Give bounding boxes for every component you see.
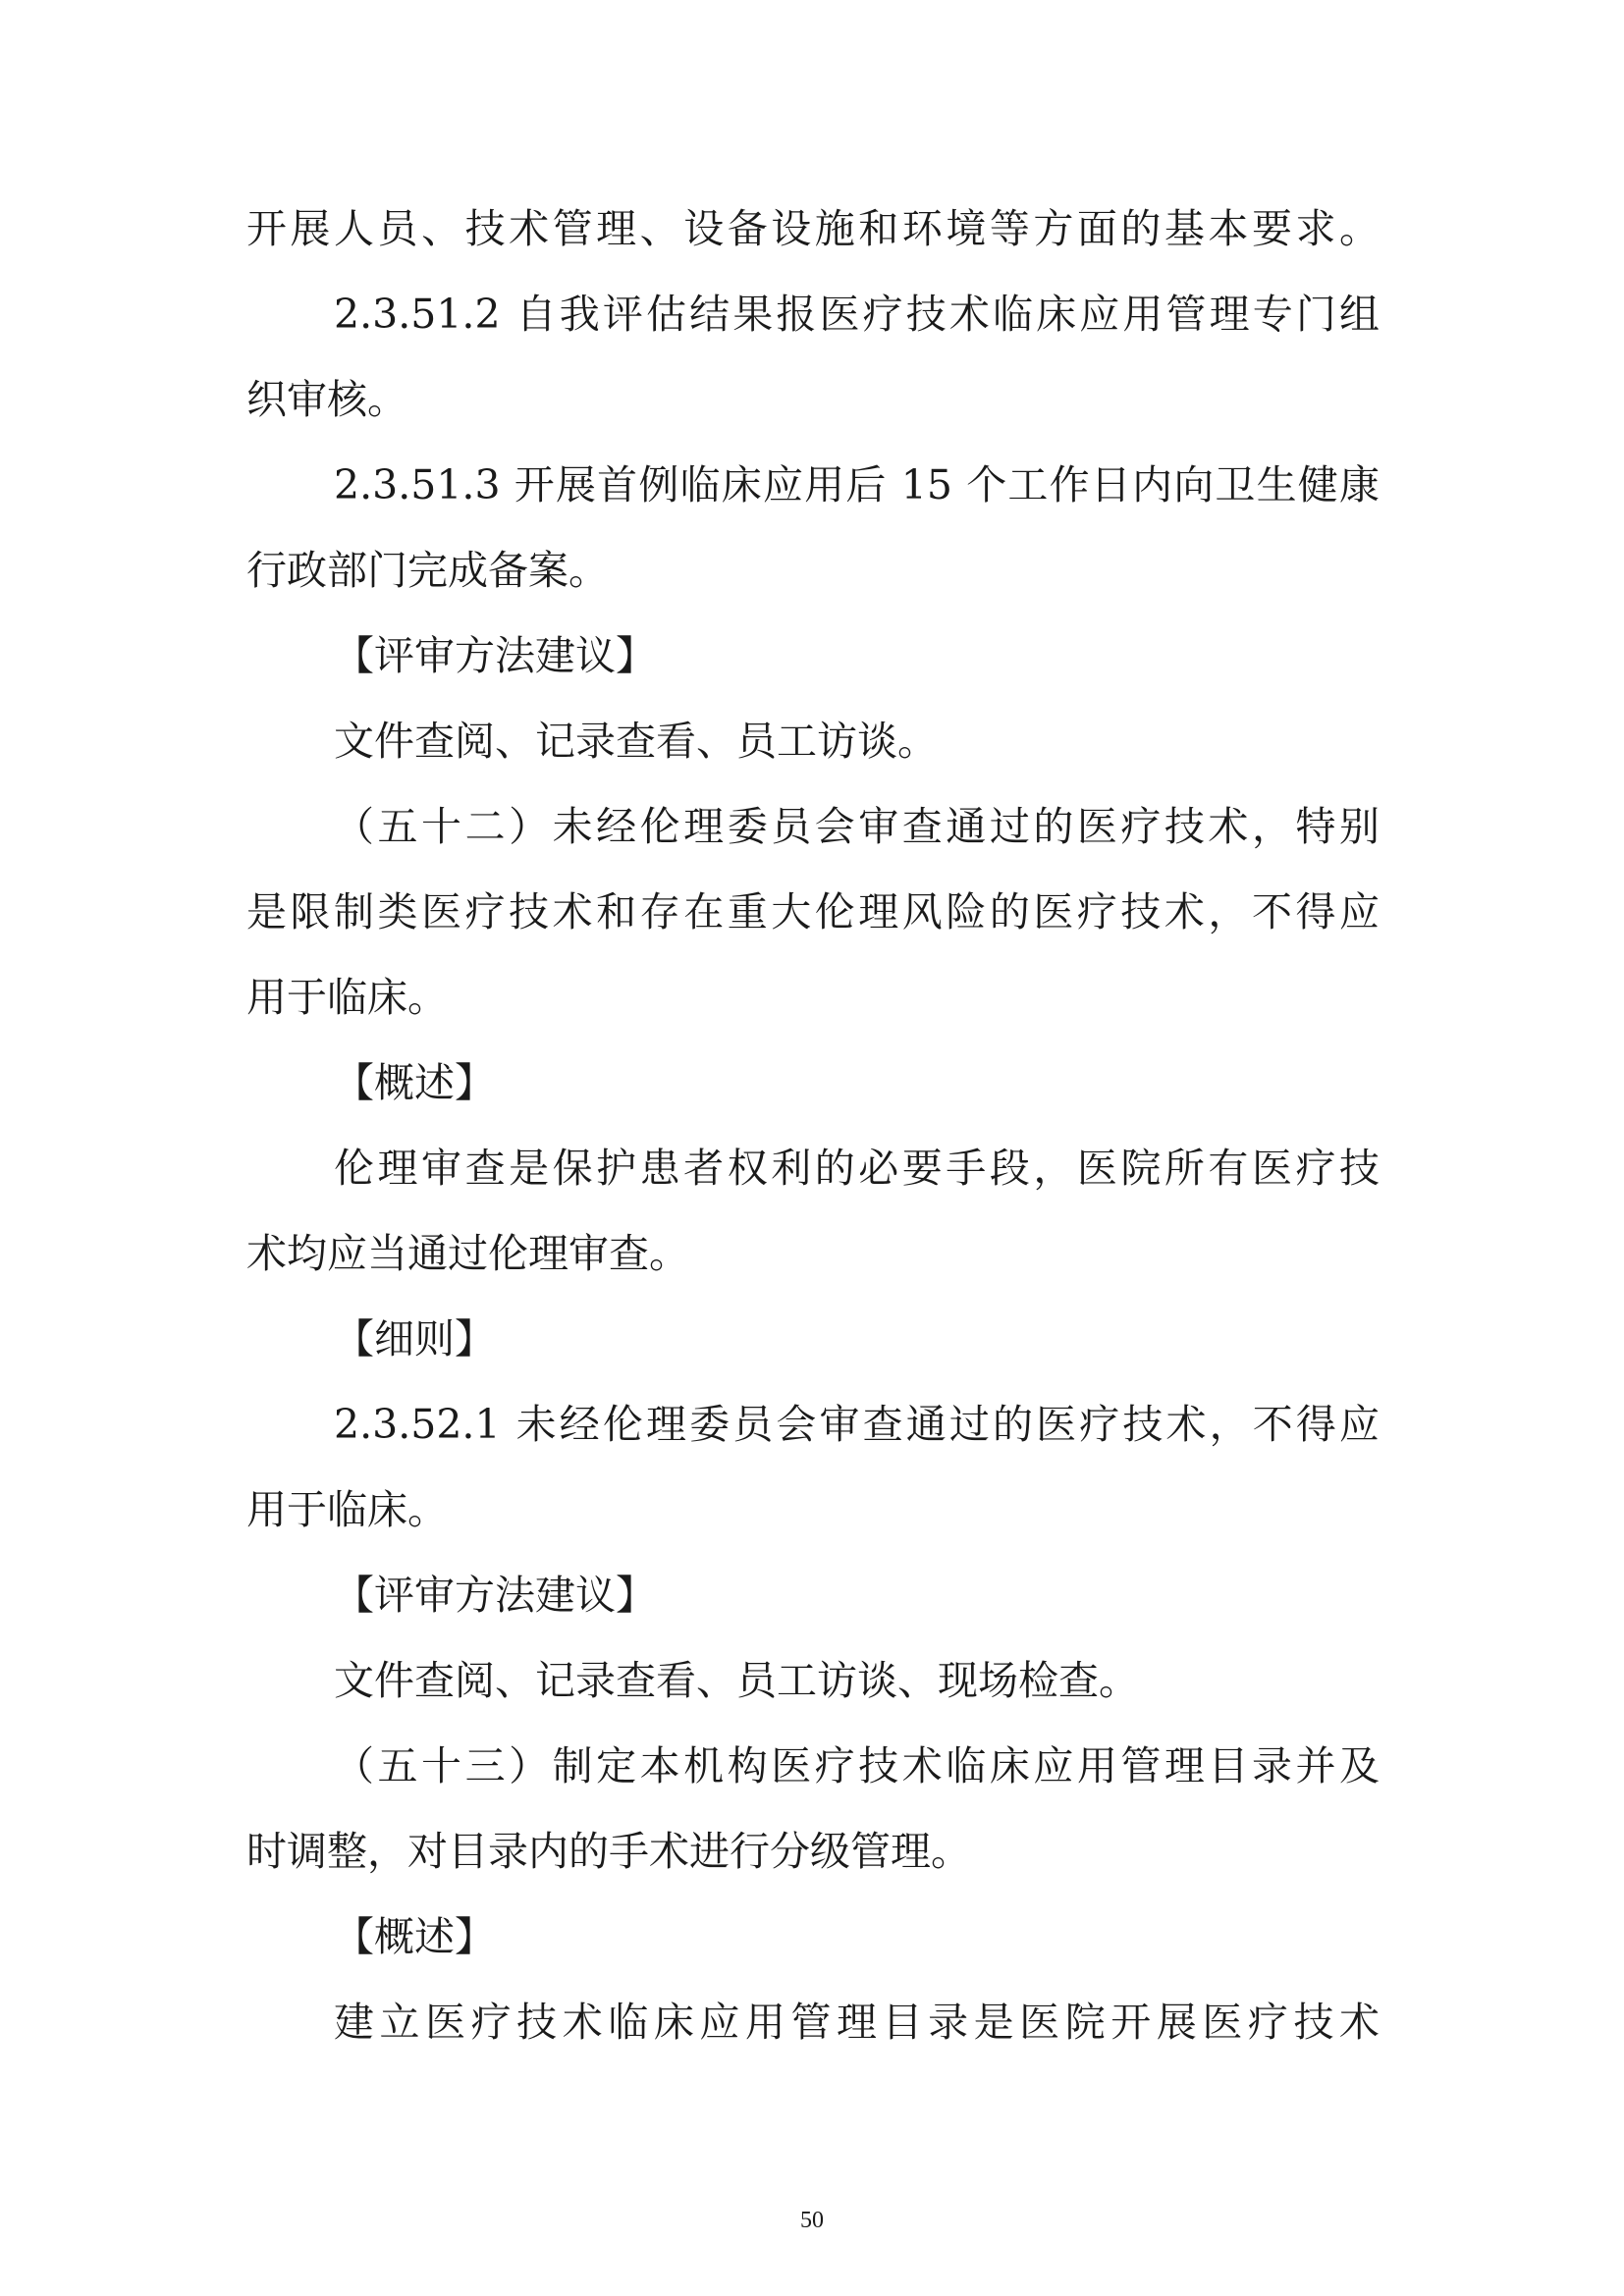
text-line: 伦理审查是保护患者权利的必要手段，医院所有医疗技 <box>334 1145 1380 1192</box>
text-line-item-2-3-51-2: 2.3.51.2 自我评估结果报医疗技术临床应用管理专门组 <box>334 291 1380 338</box>
text-line: 行政部门完成备案。 <box>246 547 609 594</box>
section-heading-details: 【细则】 <box>334 1315 495 1362</box>
text-line: 织审核。 <box>246 376 407 423</box>
section-heading-overview: 【概述】 <box>334 1913 495 1960</box>
section-heading-overview: 【概述】 <box>334 1059 495 1106</box>
text-line: 文件查阅、记录查看、员工访谈。 <box>334 718 938 765</box>
text-line-item-2-3-51-3: 2.3.51.3 开展首例临床应用后 15 个工作日内向卫生健康 <box>334 461 1380 508</box>
text-line: 用于临床。 <box>246 974 448 1021</box>
text-line: 时调整，对目录内的手术进行分级管理。 <box>246 1828 971 1875</box>
text-line: 是限制类医疗技术和存在重大伦理风险的医疗技术，不得应 <box>246 888 1380 935</box>
clause-heading-53: （五十三）制定本机构医疗技术临床应用管理目录并及 <box>334 1742 1380 1789</box>
clause-heading-52: （五十二）未经伦理委员会审查通过的医疗技术，特别 <box>334 803 1380 850</box>
text-line: 文件查阅、记录查看、员工访谈、现场检查。 <box>334 1657 1139 1704</box>
text-line-continuation: 开展人员、技术管理、设备设施和环境等方面的基本要求。 <box>246 205 1380 252</box>
text-line: 术均应当通过伦理审查。 <box>246 1230 689 1277</box>
section-heading-review-method: 【评审方法建议】 <box>334 1572 656 1619</box>
text-line: 用于临床。 <box>246 1486 448 1533</box>
text-line-item-2-3-52-1: 2.3.52.1 未经伦理委员会审查通过的医疗技术，不得应 <box>334 1401 1380 1448</box>
text-line: 建立医疗技术临床应用管理目录是医院开展医疗技术 <box>334 1999 1380 2046</box>
section-heading-review-method: 【评审方法建议】 <box>334 632 656 679</box>
page-number: 50 <box>800 2208 824 2233</box>
